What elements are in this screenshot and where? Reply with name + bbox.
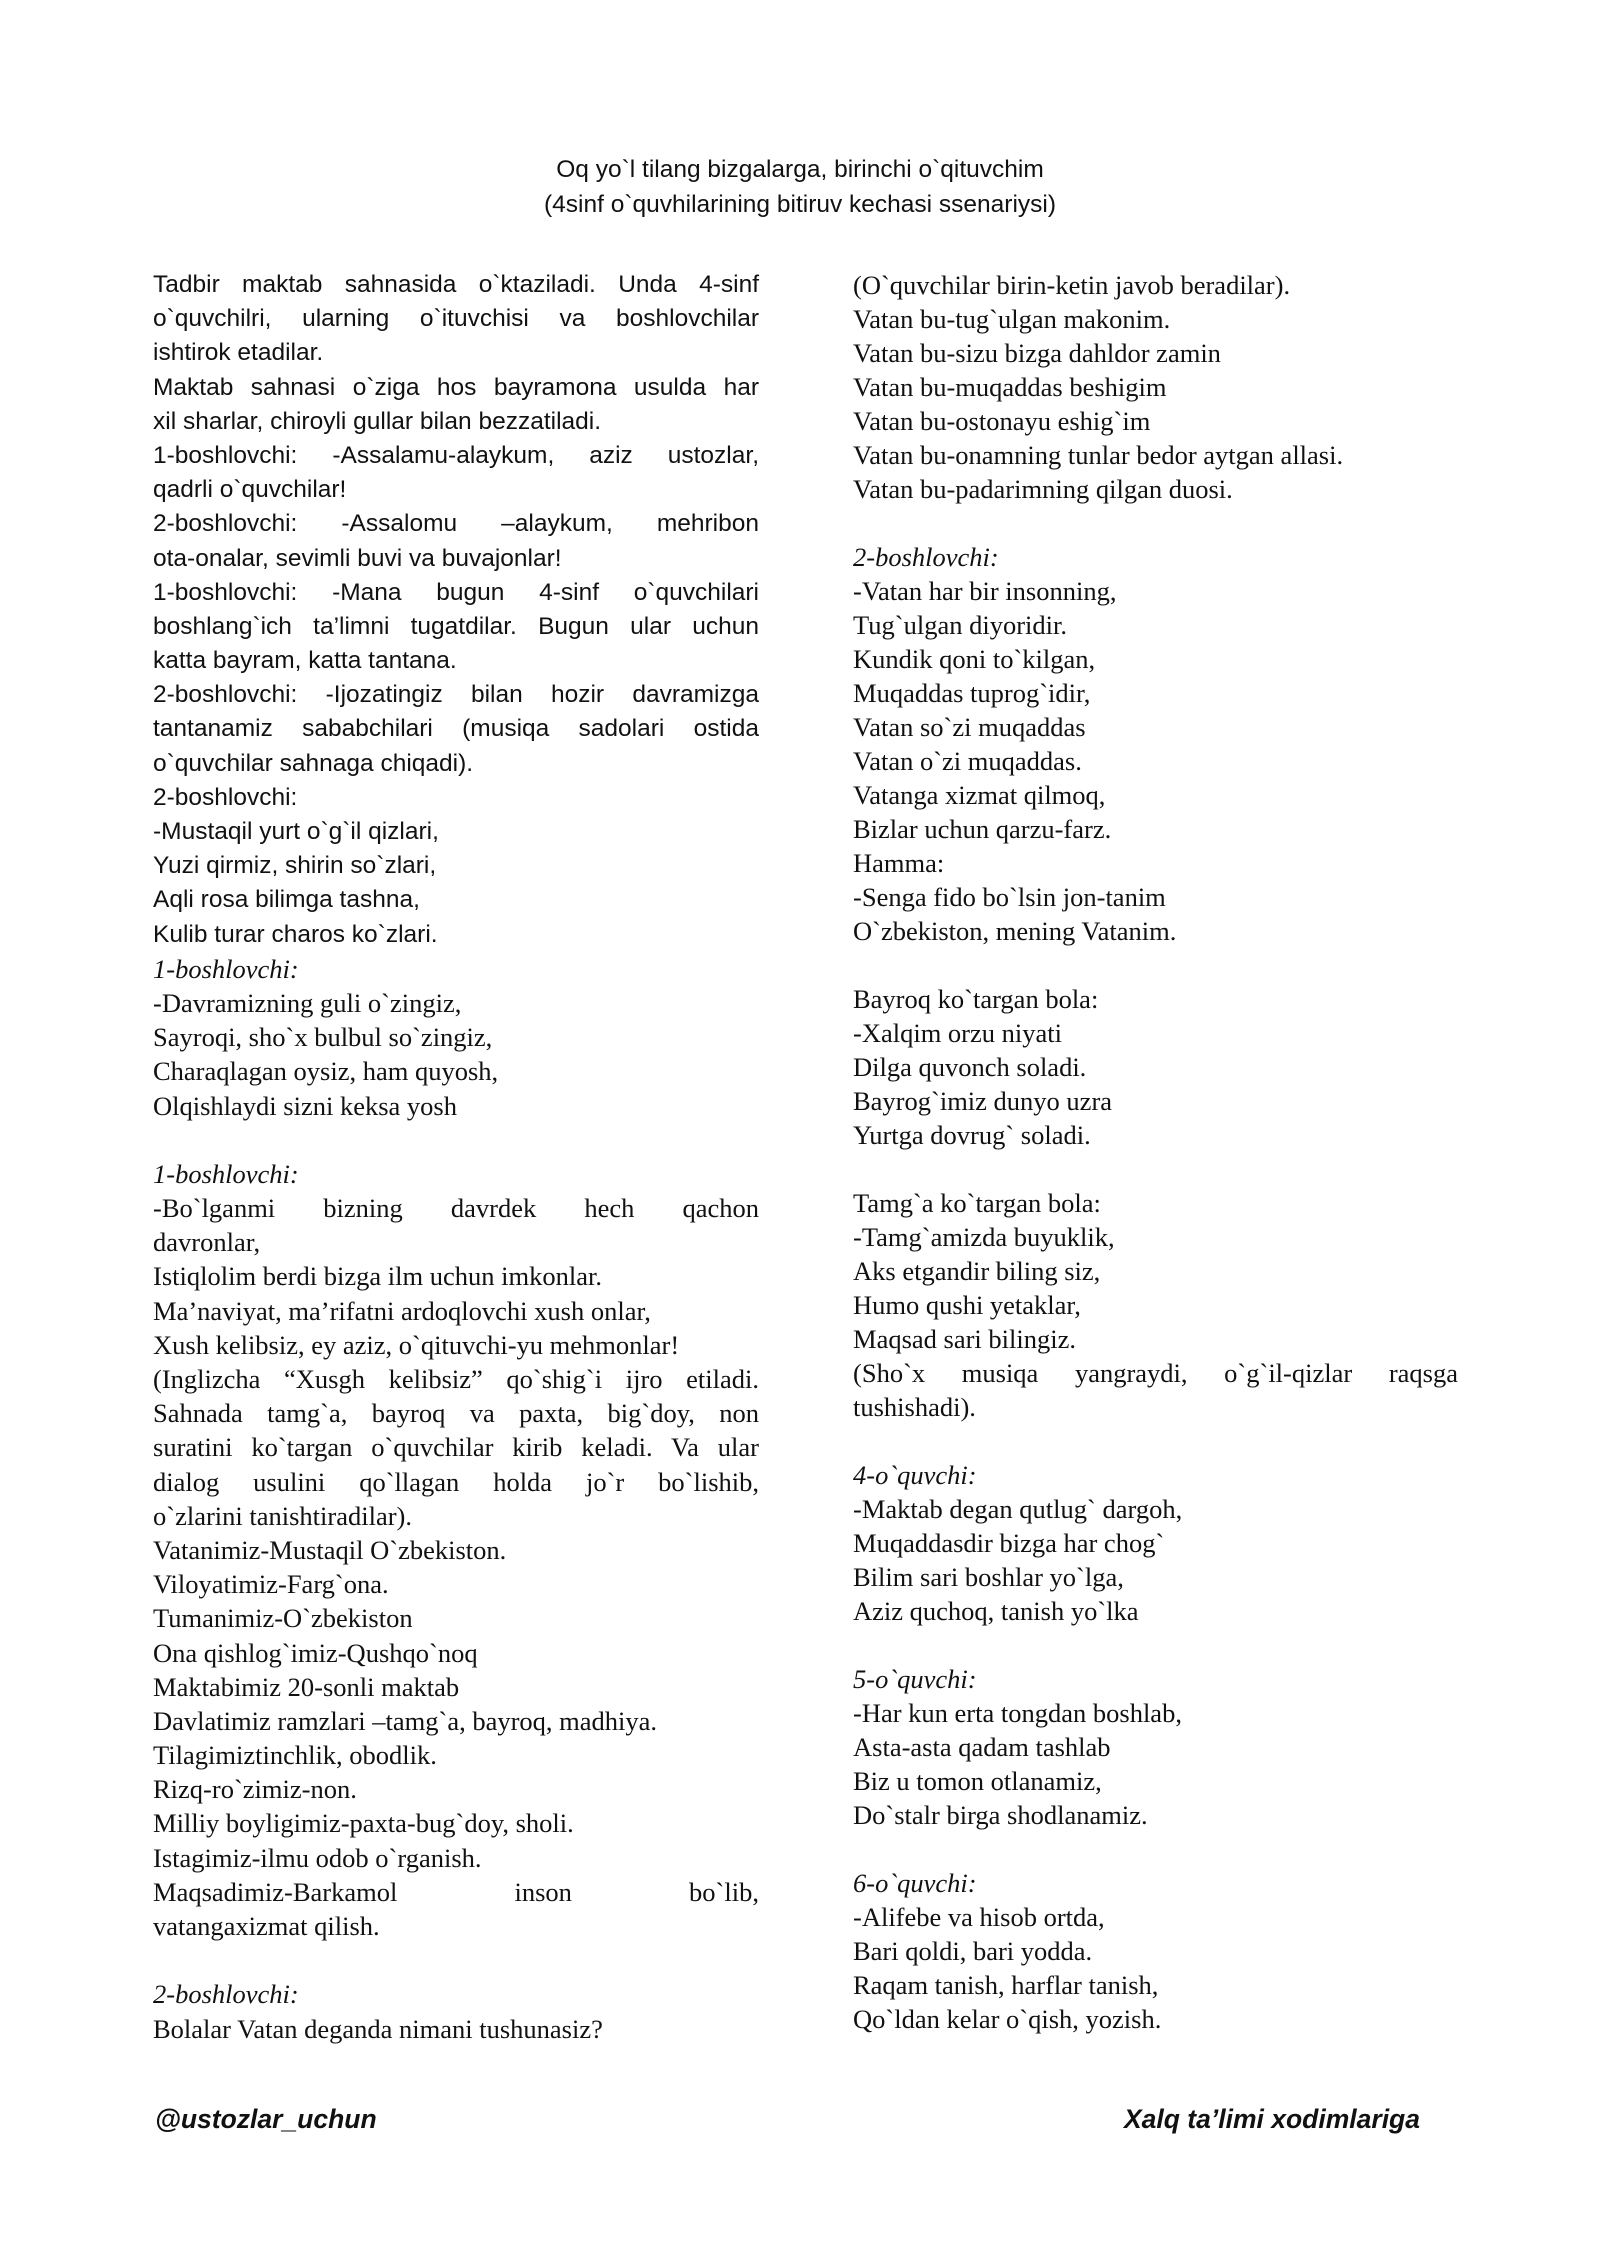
text-line: Vatan bu-padarimning qilgan duosi. <box>853 474 1233 504</box>
text-line: -Tamg`amizda buyuklik, <box>853 1222 1115 1252</box>
text-line: Raqam tanish, harflar tanish, <box>853 1970 1159 2000</box>
text-line: Sahnada tamg`a, bayroq va paxta, big`doy, non <box>153 1398 759 1429</box>
blank-line <box>153 1943 759 1977</box>
text-line: Qo`ldan kelar o`qish, yozish. <box>853 2004 1162 2034</box>
text-line: (O`quvchilar birin-ketin javob beradilar). <box>853 270 1291 300</box>
blank-line <box>853 1152 1458 1186</box>
text-line: o`zlarini tanishtiradilar). <box>153 1500 413 1531</box>
text-line: -Maktab degan qutlug` dargoh, <box>853 1494 1183 1524</box>
text-line: Yuzi qirmiz, shirin so`zlari, <box>153 852 437 880</box>
blank-line <box>853 1424 1458 1458</box>
text-line: Vatan bu-onamning tunlar bedor aytgan allasi. <box>853 440 1344 470</box>
blank-line <box>853 1832 1458 1866</box>
text-line: tantanamiz sababchilari (musiqa sadolari ostida <box>153 715 759 743</box>
text-line: 2-boshlovchi: <box>153 783 298 811</box>
text-line: davronlar, <box>153 1227 261 1258</box>
text-line: Istiqlolim berdi bizga ilm uchun imkonlar. <box>153 1261 602 1292</box>
text-line: ishtirok etadilar. <box>153 339 324 367</box>
text-line: 5-o`quvchi: <box>853 1664 977 1694</box>
text-line: Tamg`a ko`targan bola: <box>853 1188 1101 1218</box>
text-line: Vatan bu-tug`ulgan makonim. <box>853 304 1171 334</box>
text-line: Maqsadimiz-Barkamol inson bo`lib, <box>153 1876 759 1907</box>
text-line: Vatanimiz-Mustaqil O`zbekiston. <box>153 1534 507 1565</box>
text-line: 2-boshlovchi: -Ijozatingiz bilan hozir davramizga <box>153 681 759 709</box>
text-line: -Xalqim orzu niyati <box>853 1018 1062 1048</box>
text-line: Tadbir maktab sahnasida o`ktaziladi. Unda 4-sinf <box>153 271 759 298</box>
text-line: Xush kelibsiz, ey aziz, o`qituvchi-yu mehmonlar! <box>153 1329 680 1360</box>
blank-line <box>153 1123 759 1157</box>
text-line: 2-boshlovchi: -Assalomu –alaykum, mehribon <box>153 510 759 538</box>
text-line: boshlang`ich ta’limni tugatdilar. Bugun ular uchun <box>153 612 759 640</box>
text-line: -Bo`lganmi bizning davrdek hech qachon <box>153 1193 759 1224</box>
text-line: Davlatimiz ramzlari –tamg`a, bayroq, madhiya. <box>153 1705 658 1736</box>
text-line: Dilga quvonch soladi. <box>853 1052 1087 1082</box>
text-line: 2-boshlovchi: <box>853 542 999 572</box>
text-line: Bayrog`imiz dunyo uzra <box>853 1086 1113 1116</box>
text-line: Tug`ulgan diyoridir. <box>853 610 1067 640</box>
text-line: Ma’naviyat, ma’rifatni ardoqlovchi xush onlar, <box>153 1295 651 1326</box>
text-line: 1-boshlovchi: <box>153 953 299 984</box>
text-line: Aziz quchoq, tanish yo`lka <box>853 1596 1139 1626</box>
text-line: -Vatan har bir insonning, <box>853 576 1117 606</box>
text-line: 6-o`quvchi: <box>853 1868 977 1898</box>
text-line: Maktabimiz 20-sonli maktab <box>153 1671 460 1702</box>
text-line: Vatanga xizmat qilmoq, <box>853 780 1106 810</box>
text-line: Istagimiz-ilmu odob o`rganish. <box>153 1842 482 1873</box>
text-line: Do`stalr birga shodlanamiz. <box>853 1800 1148 1830</box>
document-subtitle: (4sinf o`quvhilarining bitiruv kechasi ssenariysi) <box>544 191 1056 218</box>
text-line: Milliy boyligimiz-paxta-bug`doy, sholi. <box>153 1808 574 1839</box>
text-line: 2-boshlovchi: <box>153 1979 299 2010</box>
text-line: Muqaddasdir bizga har chog` <box>853 1528 1165 1558</box>
text-line: Charaqlagan oysiz, ham quyosh, <box>153 1056 499 1087</box>
text-line: Bizlar uchun qarzu-farz. <box>853 814 1112 844</box>
text-line: Aqli rosa bilimga tashna, <box>153 886 420 914</box>
text-line: Bilim sari boshlar yo`lga, <box>853 1562 1124 1592</box>
text-line: Maktab sahnasi o`ziga hos bayramona usulda har <box>153 373 759 401</box>
text-line: tushishadi). <box>853 1392 976 1422</box>
text-line: Ona qishlog`imiz-Qushqo`noq <box>153 1637 478 1668</box>
text-line: 4-o`quvchi: <box>853 1460 977 1490</box>
text-line: -Mustaqil yurt o`g`il qizlari, <box>153 818 439 845</box>
text-line: Muqaddas tuprog`idir, <box>853 678 1091 708</box>
text-line: Vatan o`zi muqaddas. <box>853 746 1082 776</box>
text-line: Vatan bu-ostonayu eshig`im <box>853 406 1151 436</box>
text-line: katta bayram, katta tantana. <box>153 647 457 675</box>
text-line: O`zbekiston, mening Vatanim. <box>853 916 1177 946</box>
text-line: Olqishlaydi sizni keksa yosh <box>153 1090 457 1121</box>
text-line: Aks etgandir biling siz, <box>853 1256 1101 1286</box>
text-line: Yurtga dovrug` soladi. <box>853 1120 1091 1150</box>
text-line: 1-boshlovchi: <box>153 1158 299 1189</box>
text-line: Tumanimiz-O`zbekiston <box>153 1603 413 1634</box>
text-line: Hamma: <box>853 848 945 878</box>
text-line: Bolalar Vatan deganda nimani tushunasiz? <box>153 2013 603 2044</box>
footer-caption: Xalq ta’limi xodimlariga <box>1123 2104 1420 2134</box>
text-line: -Har kun erta tongdan boshlab, <box>853 1698 1182 1728</box>
text-line: -Alifebe va hisob ortda, <box>853 1902 1105 1932</box>
blank-line <box>853 948 1458 982</box>
text-line: o`quvchilri, ularning o`ituvchisi va boshlovchilar <box>153 305 759 333</box>
text-line: Bari qoldi, bari yodda. <box>853 1936 1093 1966</box>
text-line: ota-onalar, sevimli buvi va buvajonlar! <box>153 544 562 572</box>
text-line: 1-boshlovchi: -Mana bugun 4-sinf o`quvchilari <box>153 578 759 606</box>
text-line: -Davramizning guli o`zingiz, <box>153 987 462 1018</box>
text-line: Bayroq ko`targan bola: <box>853 984 1099 1014</box>
text-line: xil sharlar, chiroyli gullar bilan bezzatiladi. <box>153 407 602 435</box>
text-line: -Senga fido bo`lsin jon-tanim <box>853 882 1166 912</box>
document-title: Oq yo`l tilang bizgalarga, birinchi o`qituvchim <box>556 156 1044 183</box>
text-line: Vatan bu-sizu bizga dahldor zamin <box>853 338 1221 368</box>
right-text-column <box>853 268 1458 2036</box>
text-line: Sayroqi, sho`x bulbul so`zingiz, <box>153 1022 493 1053</box>
text-line: Maqsad sari bilingiz. <box>853 1324 1076 1354</box>
text-line: Kulib turar charos ko`zlari. <box>153 920 438 948</box>
text-line: Vatan bu-muqaddas beshigim <box>853 372 1167 402</box>
left-text-column <box>153 268 759 2046</box>
blank-line <box>853 1628 1458 1662</box>
text-line: qadrli o`quvchilar! <box>153 476 347 504</box>
text-line: Tilagimiztinchlik, obodlik. <box>153 1740 437 1771</box>
text-line: dialog usulini qo`llagan holda jo`r bo`lishib, <box>153 1466 759 1497</box>
blank-line <box>853 506 1458 540</box>
text-line: o`quvchilar sahnaga chiqadi). <box>153 749 474 777</box>
text-line: Kundik qoni to`kilgan, <box>853 644 1096 674</box>
text-line: Asta-asta qadam tashlab <box>853 1732 1111 1762</box>
text-line: Viloyatimiz-Farg`ona. <box>153 1569 389 1600</box>
document-header <box>0 152 1600 222</box>
text-line: (Inglizcha “Xusgh kelibsiz” qo`shig`i ijro etiladi. <box>153 1364 759 1394</box>
text-line: Vatan so`zi muqaddas <box>853 712 1086 742</box>
text-line: Biz u tomon otlanamiz, <box>853 1766 1102 1796</box>
text-line: Rizq-ro`zimiz-non. <box>153 1774 357 1805</box>
text-line: Humo qushi yetaklar, <box>853 1290 1081 1320</box>
text-line: 1-boshlovchi: -Assalamu-alaykum, aziz ustozlar, <box>153 441 759 469</box>
text-line: vatangaxizmat qilish. <box>153 1911 380 1941</box>
footer-channel-handle: @ustozlar_uchun <box>155 2104 377 2134</box>
text-line: suratini ko`targan o`quvchilar kirib keladi. Va ular <box>153 1432 759 1463</box>
text-line: (Sho`x musiqa yangraydi, o`g`il-qizlar raqsga <box>853 1358 1458 1388</box>
